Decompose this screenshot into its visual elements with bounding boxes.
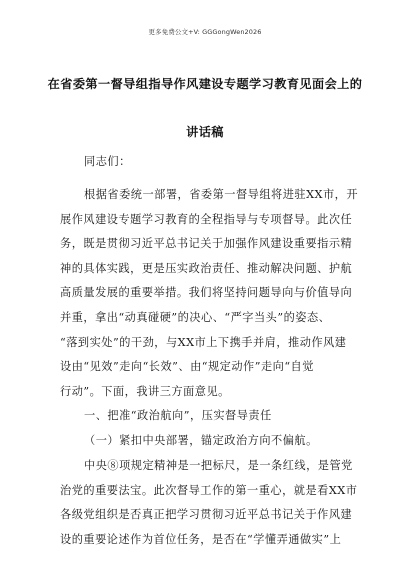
paragraph-1 — [60, 183, 358, 404]
paragraph-2 — [60, 454, 357, 552]
paragraph-line: 并重，拿出“动真碰硬”的决心、“严字当头”的姿态、 — [60, 310, 331, 324]
document-title-line-1: 在省委第一督导组指导作风建设专题学习教育见面会上的 — [47, 77, 363, 91]
paragraph-line: 根据省委统一部署，省委第一督导组将进驻XX市，开 — [84, 188, 359, 201]
paragraph-line: 治党的重要法宝。此次督导工作的第一重心，就是看XX市 — [60, 483, 358, 497]
paragraph-line: 行动”。下面，我讲三方面意见。 — [60, 384, 230, 398]
document-title-line-2: 讲话稿 — [186, 125, 224, 139]
paragraph-line: 设的重要论述作为首位任务，是否在“学懂弄通做实”上 — [60, 532, 342, 546]
subsection-1-heading: （一）紧扣中央部署，锚定政治方向不偏航。 — [84, 433, 318, 447]
section-1-heading-block — [60, 404, 318, 453]
salutation: 同志们： — [84, 155, 131, 168]
paragraph-line: 中央⑧项规定精神是一把标尺，是一条红线，是管党 — [84, 459, 353, 472]
paragraph-line: 各级党组织是否真正把学习贯彻习近平总书记关于作风建 — [60, 508, 353, 522]
paragraph-line: “落到实处”的干劲，与XX市上下携手并肩，推动作风建 — [60, 335, 347, 349]
paragraph-line: 高质量发展的重要举措。我们将坚持问题导向与价值导向 — [60, 286, 353, 300]
section-1-heading: 一、把准“政治航向”，压实督导责任 — [84, 409, 272, 422]
paragraph-line: 展作风建设专题学习教育的全程指导与专项督导。此次任 — [60, 212, 353, 226]
header-note: 更多免费公文+V: GGGongWen2026 — [148, 28, 262, 36]
paragraph-line: 设由“见效”走向“长效”、由“规定动作”走向“自觉 — [60, 360, 314, 374]
paragraph-line: 神的具体实践，更是压实政治责任、推动解决问题、护航 — [60, 261, 353, 275]
paragraph-line: 务，既是贯彻习近平总书记关于加强作风建设重要指示精 — [60, 237, 353, 251]
